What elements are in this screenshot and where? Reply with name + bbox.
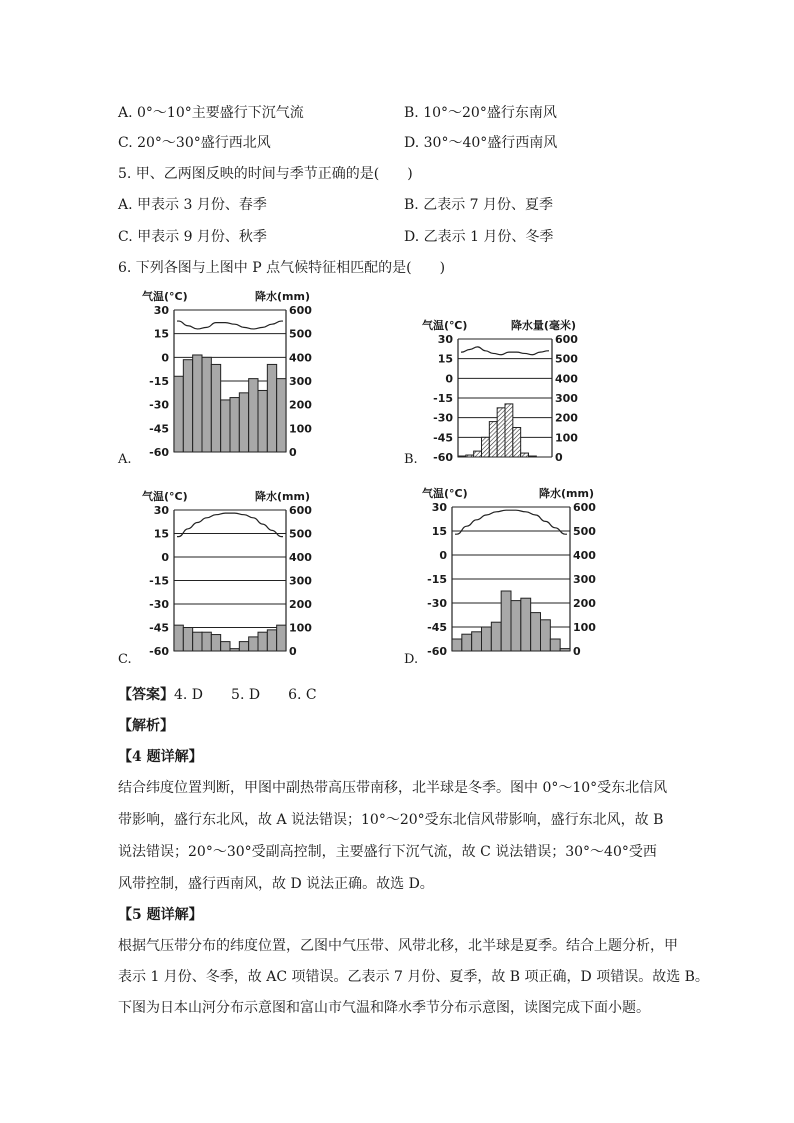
chart-b-precip-bar (482, 437, 490, 457)
chart-a-precip-bar (193, 355, 202, 452)
q5-option-c: C. 甲表示 9 月份、秋季 (118, 229, 267, 245)
chart-c-temp-tick: 30 (153, 504, 169, 517)
chart-d-precip-bar (472, 632, 482, 651)
chart-d-precip-bar (511, 601, 521, 651)
chart-c-precip-tick: 0 (289, 645, 297, 658)
chart-a-temp-tick: -30 (149, 398, 169, 412)
chart-c-precip-bar (258, 632, 267, 651)
chart-a-precip-bar (202, 357, 211, 452)
chart-b-precip-tick: 600 (555, 333, 578, 346)
chart-a-precip-tick: 200 (289, 398, 312, 412)
chart-c-label: C. (118, 652, 132, 667)
chart-b-precip-bar (489, 422, 497, 457)
chart-b-precip-bar (458, 456, 466, 457)
chart-d-temp-tick: 15 (431, 525, 447, 538)
q4-option-a: A. 0°～10°主要盛行下沉气流 (118, 105, 304, 121)
chart-b-precip-tick: 300 (555, 392, 578, 405)
chart-d-precip-bar (462, 634, 472, 651)
chart-d-precip-bar (560, 649, 570, 651)
chart-d-left-axis-title: 气温(°C) (422, 487, 468, 500)
chart-b-precip-bar (474, 451, 482, 457)
chart-c-precip-bar (230, 649, 239, 651)
chart-a-temp-tick: 15 (153, 327, 169, 341)
chart-b-temp-tick: 30 (437, 333, 453, 346)
chart-a-precip-tick: 600 (289, 304, 312, 317)
chart-d-precip-tick: 0 (573, 645, 581, 658)
chart-a-precip-bar (258, 390, 267, 452)
chart-a-right-axis-title: 降水(mm) (255, 290, 310, 303)
climate-chart-a (140, 286, 320, 466)
chart-a-temp-line (177, 321, 283, 329)
q4-detail-line-4: 风带控制，盛行西南风，故 D 说法正确。故选 D。 (118, 876, 434, 892)
chart-c-precip-bar (277, 625, 286, 651)
q5-option-d: D. 乙表示 1 月份、冬季 (404, 229, 554, 245)
chart-c-temp-tick: -30 (149, 598, 169, 611)
chart-a-precip-bar (221, 400, 230, 452)
chart-c-left-axis-title: 气温(°C) (142, 490, 188, 503)
chart-d-label: D. (404, 652, 419, 667)
chart-d-precip-bar (521, 598, 531, 651)
chart-d-precip-bar (452, 639, 462, 651)
chart-d-temp-tick: 0 (439, 549, 447, 562)
chart-b-left-axis-title: 气温(℃) (422, 319, 468, 332)
chart-c-precip-tick: 100 (289, 621, 312, 635)
chart-a-precip-bar (239, 393, 248, 452)
chart-d-temp-tick: -60 (427, 645, 447, 658)
chart-b-temp-tick: -45 (433, 431, 453, 445)
chart-b-precip-bar (521, 453, 529, 457)
chart-b-precip-tick: 200 (555, 411, 578, 425)
chart-d-precip-bar (541, 620, 551, 651)
q4-detail-line-1: 结合纬度位置判断，甲图中副热带高压带南移，北半球是冬季。图中 0°～10°受东北信风 (118, 780, 668, 796)
chart-c-temp-tick: -60 (149, 645, 169, 658)
chart-a-precip-bar (277, 379, 286, 452)
chart-a-temp-tick: 30 (153, 304, 169, 317)
chart-c-precip-bar (174, 625, 183, 651)
chart-a-temp-tick: -45 (149, 422, 169, 436)
chart-b-right-axis-title: 降水量(毫米) (510, 319, 576, 332)
answer-text: 4. D 5. D 6. C (174, 687, 317, 703)
chart-c-precip-bar (211, 635, 220, 651)
q5-stem: 5. 甲、乙两图反映的时间与季节正确的是( ) (118, 166, 413, 182)
chart-d-temp-tick: -30 (427, 597, 447, 610)
chart-d-precip-bar (531, 613, 541, 651)
chart-a-precip-bar (183, 360, 192, 452)
climate-chart-b (420, 312, 590, 472)
chart-b-precip-bar (505, 404, 513, 457)
chart-b-precip-tick: 0 (555, 451, 563, 464)
answer-row (118, 686, 317, 704)
chart-b-label: B. (404, 452, 418, 467)
chart-d-temp-tick: 30 (431, 501, 447, 514)
chart-b-temp-tick: 0 (445, 372, 453, 386)
chart-c-precip-bar (221, 642, 230, 651)
climate-chart-c (140, 484, 320, 664)
chart-c-right-axis-title: 降水(mm) (255, 490, 310, 503)
chart-b-precip-bar (513, 428, 521, 458)
chart-c-precip-bar (193, 632, 202, 651)
chart-c-temp-tick: -45 (149, 621, 169, 635)
chart-a-temp-tick: 0 (161, 351, 169, 365)
chart-c-precip-tick: 500 (289, 527, 312, 541)
chart-b-precip-tick: 500 (555, 352, 578, 366)
q5-option-b: B. 乙表示 7 月份、夏季 (404, 197, 553, 213)
chart-d-right-axis-title: 降水(mm) (539, 487, 594, 500)
q5-detail-line-1: 根据气压带分布的纬度位置，乙图中气压带、风带北移，北半球是夏季。结合上题分析，甲 (118, 938, 678, 954)
chart-d-temp-tick: -15 (427, 573, 447, 586)
chart-d-precip-tick: 500 (573, 525, 596, 538)
q4-detail-line-3: 说法错误；20°～30°受副高控制，主要盛行下沉气流，故 C 说法错误；30°～40°受西 (118, 844, 657, 860)
chart-a-precip-bar (267, 364, 276, 452)
chart-c-precip-tick: 600 (289, 504, 312, 517)
chart-b-precip-bar (529, 456, 537, 457)
chart-a-precip-bar (230, 398, 239, 452)
q4-detail-line-2: 带影响，盛行东北风，故 A 说法错误；10°～20°受东北信风带影响，盛行东北风，故 B (118, 812, 664, 828)
q4-option-c: C. 20°～30°盛行西北风 (118, 135, 271, 151)
q5-detail-line-2: 表示 1 月份、冬季，故 AC 项错误。乙表示 7 月份、夏季，故 B 项正确，D 项错误。故选 B。 (118, 969, 709, 985)
chart-b-temp-tick: -30 (433, 411, 453, 425)
chart-c-precip-bar (239, 642, 248, 651)
chart-b-temp-tick: -15 (433, 392, 453, 405)
chart-b-temp-line (461, 347, 549, 355)
q4-option-b: B. 10°～20°盛行东南风 (404, 105, 557, 121)
chart-a-precip-tick: 500 (289, 327, 312, 341)
chart-b-precip-tick: 100 (555, 431, 578, 445)
chart-a-precip-tick: 400 (289, 351, 312, 365)
chart-a-precip-tick: 0 (289, 446, 297, 459)
chart-d-precip-bar (482, 627, 492, 651)
chart-b-precip-bar (497, 408, 505, 457)
chart-a-precip-tick: 100 (289, 422, 312, 436)
chart-c-precip-tick: 400 (289, 551, 312, 564)
chart-c-temp-tick: -15 (149, 574, 169, 588)
q5-detail-title: 【5 题详解】 (118, 907, 203, 923)
q5-option-a: A. 甲表示 3 月份、春季 (118, 197, 267, 213)
chart-b-precip-bar (466, 455, 474, 457)
chart-b-temp-tick: -60 (433, 451, 453, 464)
chart-a-precip-bar (249, 379, 258, 452)
chart-d-precip-tick: 600 (573, 501, 596, 514)
chart-d-precip-bar (491, 622, 501, 651)
chart-b-temp-tick: 15 (437, 352, 453, 366)
chart-d-precip-tick: 200 (573, 597, 596, 610)
chart-a-precip-bar (211, 364, 220, 452)
chart-d-temp-tick: -45 (427, 621, 447, 634)
chart-d-precip-tick: 100 (573, 621, 596, 634)
climate-chart-d (420, 480, 610, 665)
chart-c-precip-tick: 200 (289, 598, 312, 611)
chart-c-precip-bar (202, 632, 211, 651)
q6-stem: 6. 下列各图与上图中 P 点气候特征相匹配的是( ) (118, 260, 446, 276)
chart-c-precip-tick: 300 (289, 574, 312, 588)
chart-a-left-axis-title: 气温(°C) (142, 290, 188, 303)
chart-c-precip-bar (183, 628, 192, 652)
q4-detail-title: 【4 题详解】 (118, 749, 203, 765)
q4-option-d: D. 30°～40°盛行西南风 (404, 135, 558, 151)
chart-d-precip-tick: 300 (573, 573, 596, 586)
chart-a-temp-tick: -15 (149, 375, 169, 388)
chart-c-temp-tick: 0 (161, 551, 169, 564)
chart-d-precip-bar (550, 639, 560, 651)
answer-label: 【答案】 (118, 687, 174, 703)
chart-d-precip-tick: 400 (573, 549, 596, 562)
chart-d-precip-bar (501, 591, 511, 651)
chart-c-precip-bar (249, 637, 258, 651)
analysis-label: 【解析】 (118, 718, 174, 734)
chart-b-precip-tick: 400 (555, 372, 578, 386)
chart-a-precip-tick: 300 (289, 375, 312, 388)
q5-detail-line-3: 下图为日本山河分布示意图和富山市气温和降水季节分布示意图，读图完成下面小题。 (118, 1000, 650, 1016)
chart-c-precip-bar (267, 630, 276, 651)
chart-a-label: A. (118, 452, 132, 467)
chart-a-precip-bar (174, 376, 183, 452)
chart-a-temp-tick: -60 (149, 446, 169, 459)
chart-c-temp-tick: 15 (153, 527, 169, 541)
